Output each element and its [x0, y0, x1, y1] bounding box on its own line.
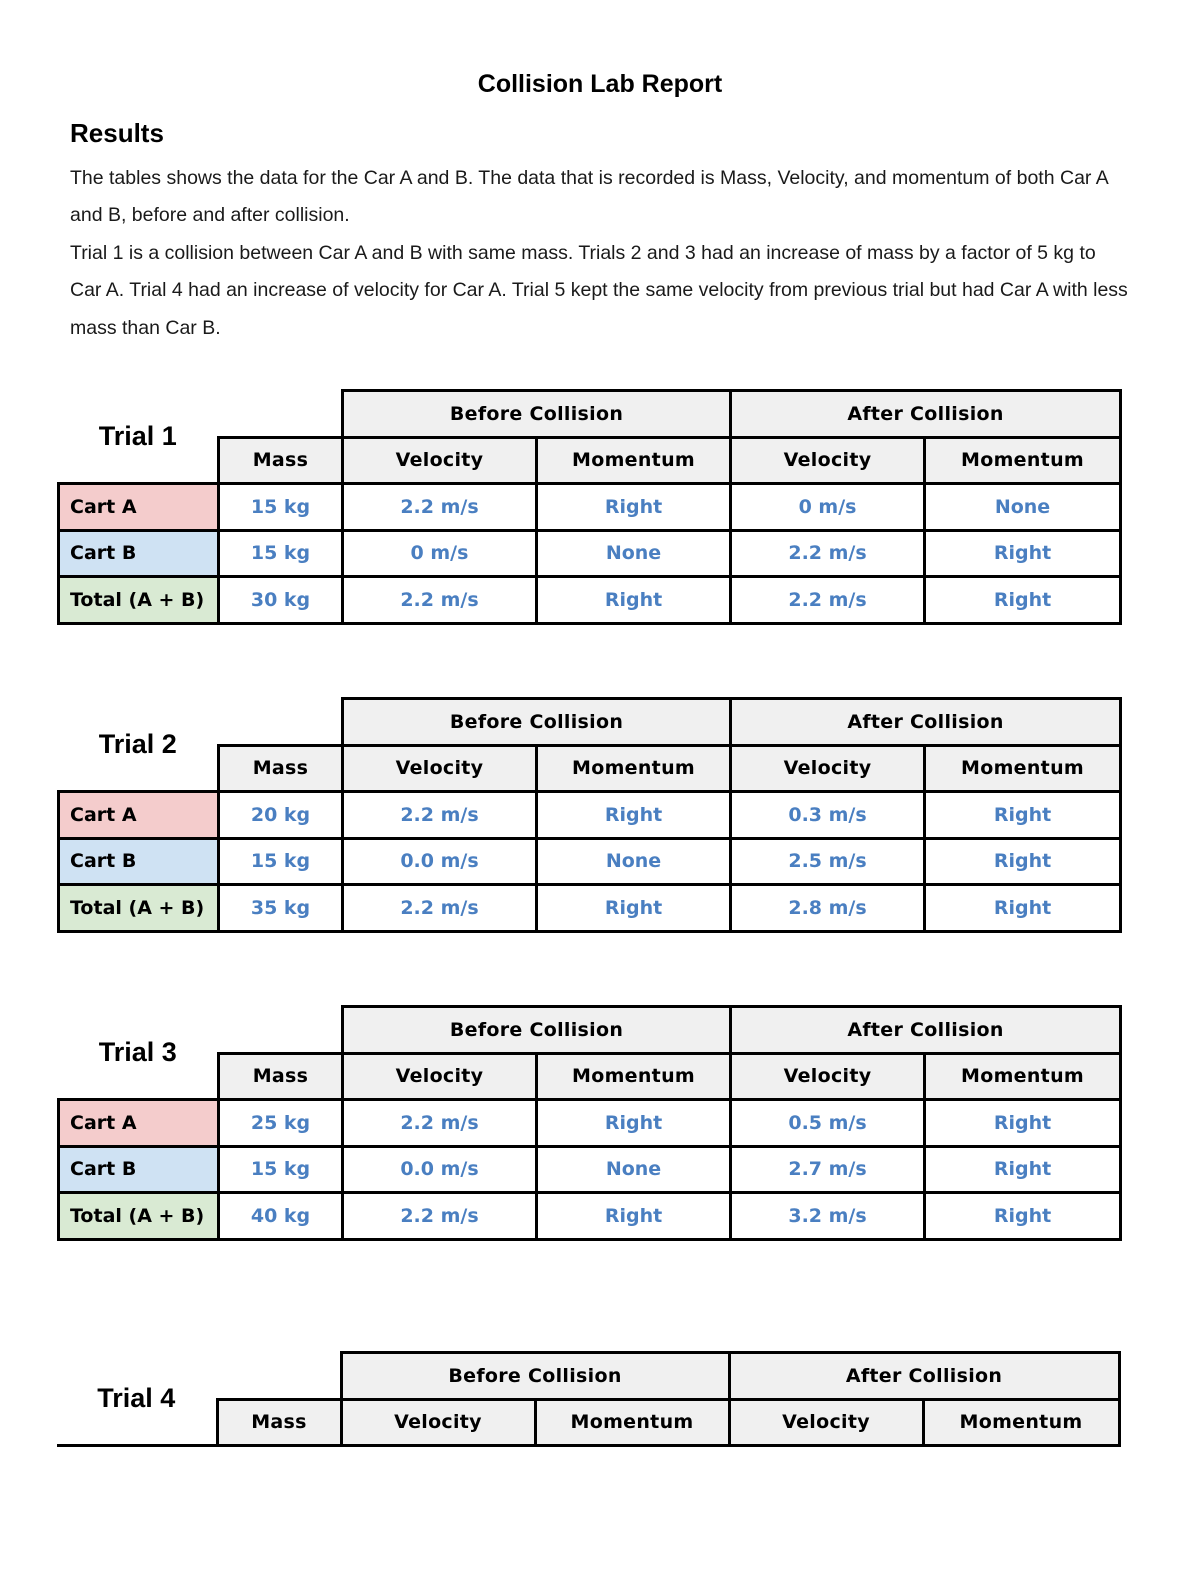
total-row-label: Total (A + B) [59, 577, 219, 624]
velocity-header: Velocity [343, 437, 537, 484]
mass-header: Mass [219, 437, 343, 484]
intro-text [70, 160, 1130, 347]
cart-b-row [59, 530, 1121, 577]
mass-value: 15 kg [219, 530, 343, 577]
velocity-header: Velocity [343, 745, 537, 792]
after-collision-header: After Collision [729, 1353, 1119, 1400]
trial-table-4 [57, 1351, 1119, 1586]
velocity-header: Velocity [729, 1399, 923, 1446]
intro-paragraph: Trial 1 is a collision between Car A and B with same mass. Trials 2 and 3 had an increase of mass by a factor of 5 kg to Car A. Trial 4 had an increase of velocity for Car A. Trial 5 kept the same velocity from previous trial but had Car A with less mass than Car B. [70, 241, 1128, 339]
momentum-before-value: Right [537, 1100, 731, 1147]
velocity-header: Velocity [343, 1053, 537, 1100]
momentum-header: Momentum [537, 437, 731, 484]
before-collision-header: Before Collision [343, 391, 731, 438]
momentum-before-value: Right [537, 1193, 731, 1240]
mass-header: Mass [217, 1399, 341, 1446]
cart-b-row-label: Cart B [59, 530, 219, 577]
cart-a-row [59, 484, 1121, 531]
total-row [59, 577, 1121, 624]
momentum-after-value: Right [925, 1193, 1121, 1240]
header-row-group [59, 1007, 1121, 1054]
cart-b-row [59, 1146, 1121, 1193]
momentum-header: Momentum [925, 437, 1121, 484]
velocity-header: Velocity [341, 1399, 535, 1446]
momentum-header: Momentum [537, 1053, 731, 1100]
cart-b-row-label: Cart B [59, 838, 219, 885]
momentum-header: Momentum [923, 1399, 1119, 1446]
after-collision-header: After Collision [731, 1007, 1121, 1054]
header-row-columns [59, 1053, 1121, 1100]
momentum-after-value: Right [925, 530, 1121, 577]
header-row-columns [59, 437, 1121, 484]
momentum-before-value: None [537, 1146, 731, 1193]
velocity-after-value: 2.7 m/s [731, 1146, 925, 1193]
momentum-after-value: None [925, 484, 1121, 531]
velocity-before-value: 2.2 m/s [343, 792, 537, 839]
momentum-before-value: None [537, 838, 731, 885]
trial-label: Trial 3 [59, 1007, 219, 1100]
report-title: Collision Lab Report [477, 70, 723, 98]
mass-value: 35 kg [219, 885, 343, 932]
total-row-label: Total (A + B) [59, 1193, 219, 1240]
velocity-after-value: 2.2 m/s [731, 530, 925, 577]
mass-header: Mass [219, 745, 343, 792]
cart-a-row-label: Cart A [59, 1100, 219, 1147]
cart-a-row [59, 1100, 1121, 1147]
blank-cell [219, 699, 343, 746]
velocity-before-value: 2.2 m/s [343, 885, 537, 932]
cart-a-row-label: Cart A [59, 792, 219, 839]
total-row [59, 885, 1121, 932]
cart-a-row [59, 792, 1121, 839]
before-collision-header: Before Collision [343, 1007, 731, 1054]
before-collision-header: Before Collision [343, 699, 731, 746]
data-table [57, 697, 1122, 933]
momentum-before-value: Right [537, 577, 731, 624]
header-row-columns [57, 1399, 1119, 1446]
momentum-before-value: Right [537, 792, 731, 839]
header-row-group [59, 699, 1121, 746]
section-heading: Results [70, 118, 164, 148]
velocity-before-value: 0.0 m/s [343, 838, 537, 885]
momentum-after-value: Right [925, 885, 1121, 932]
velocity-after-value: 3.2 m/s [731, 1193, 925, 1240]
mass-value: 25 kg [219, 1100, 343, 1147]
header-row-group [59, 391, 1121, 438]
momentum-header: Momentum [925, 745, 1121, 792]
mass-value: 15 kg [219, 1146, 343, 1193]
momentum-after-value: Right [925, 577, 1121, 624]
trial-table-3 [57, 1005, 1119, 1240]
momentum-before-value: Right [537, 885, 731, 932]
trial-label: Trial 2 [59, 699, 219, 792]
momentum-after-value: Right [925, 792, 1121, 839]
velocity-before-value: 2.2 m/s [343, 577, 537, 624]
trial-label: Trial 1 [59, 391, 219, 484]
velocity-before-value: 0 m/s [343, 530, 537, 577]
momentum-header: Momentum [925, 1053, 1121, 1100]
data-table [57, 1351, 1121, 1447]
velocity-header: Velocity [731, 745, 925, 792]
after-collision-header: After Collision [731, 391, 1121, 438]
velocity-after-value: 2.2 m/s [731, 577, 925, 624]
trial-table-2 [57, 697, 1119, 932]
blank-cell [219, 391, 343, 438]
mass-value: 30 kg [219, 577, 343, 624]
momentum-header: Momentum [537, 745, 731, 792]
momentum-after-value: Right [925, 1100, 1121, 1147]
header-row-group [57, 1353, 1119, 1400]
velocity-after-value: 2.5 m/s [731, 838, 925, 885]
blank-cell [219, 1007, 343, 1054]
cart-b-row [59, 838, 1121, 885]
total-row-label: Total (A + B) [59, 885, 219, 932]
total-row [59, 1193, 1121, 1240]
mass-value: 15 kg [219, 838, 343, 885]
data-table [57, 389, 1122, 625]
mass-value: 15 kg [219, 484, 343, 531]
blank-cell [217, 1353, 341, 1400]
cart-a-row-label: Cart A [59, 484, 219, 531]
trial-label: Trial 4 [57, 1353, 217, 1446]
momentum-before-value: None [537, 530, 731, 577]
before-collision-header: Before Collision [341, 1353, 729, 1400]
mass-value: 20 kg [219, 792, 343, 839]
velocity-before-value: 2.2 m/s [343, 1193, 537, 1240]
after-collision-header: After Collision [731, 699, 1121, 746]
velocity-before-value: 2.2 m/s [343, 1100, 537, 1147]
velocity-header: Velocity [731, 1053, 925, 1100]
momentum-header: Momentum [535, 1399, 729, 1446]
velocity-after-value: 0.5 m/s [731, 1100, 925, 1147]
velocity-after-value: 2.8 m/s [731, 885, 925, 932]
momentum-after-value: Right [925, 1146, 1121, 1193]
velocity-after-value: 0 m/s [731, 484, 925, 531]
mass-value: 40 kg [219, 1193, 343, 1240]
velocity-before-value: 2.2 m/s [343, 484, 537, 531]
header-row-columns [59, 745, 1121, 792]
momentum-before-value: Right [537, 484, 731, 531]
data-table [57, 1005, 1122, 1241]
intro-paragraph: The tables shows the data for the Car A and B. The data that is recorded is Mass, Velocity, and momentum of both Car A and B, before and after collision. [70, 167, 1108, 227]
velocity-after-value: 0.3 m/s [731, 792, 925, 839]
mass-header: Mass [219, 1053, 343, 1100]
trial-table-1 [57, 389, 1119, 624]
velocity-header: Velocity [731, 437, 925, 484]
momentum-after-value: Right [925, 838, 1121, 885]
velocity-before-value: 0.0 m/s [343, 1146, 537, 1193]
cart-b-row-label: Cart B [59, 1146, 219, 1193]
